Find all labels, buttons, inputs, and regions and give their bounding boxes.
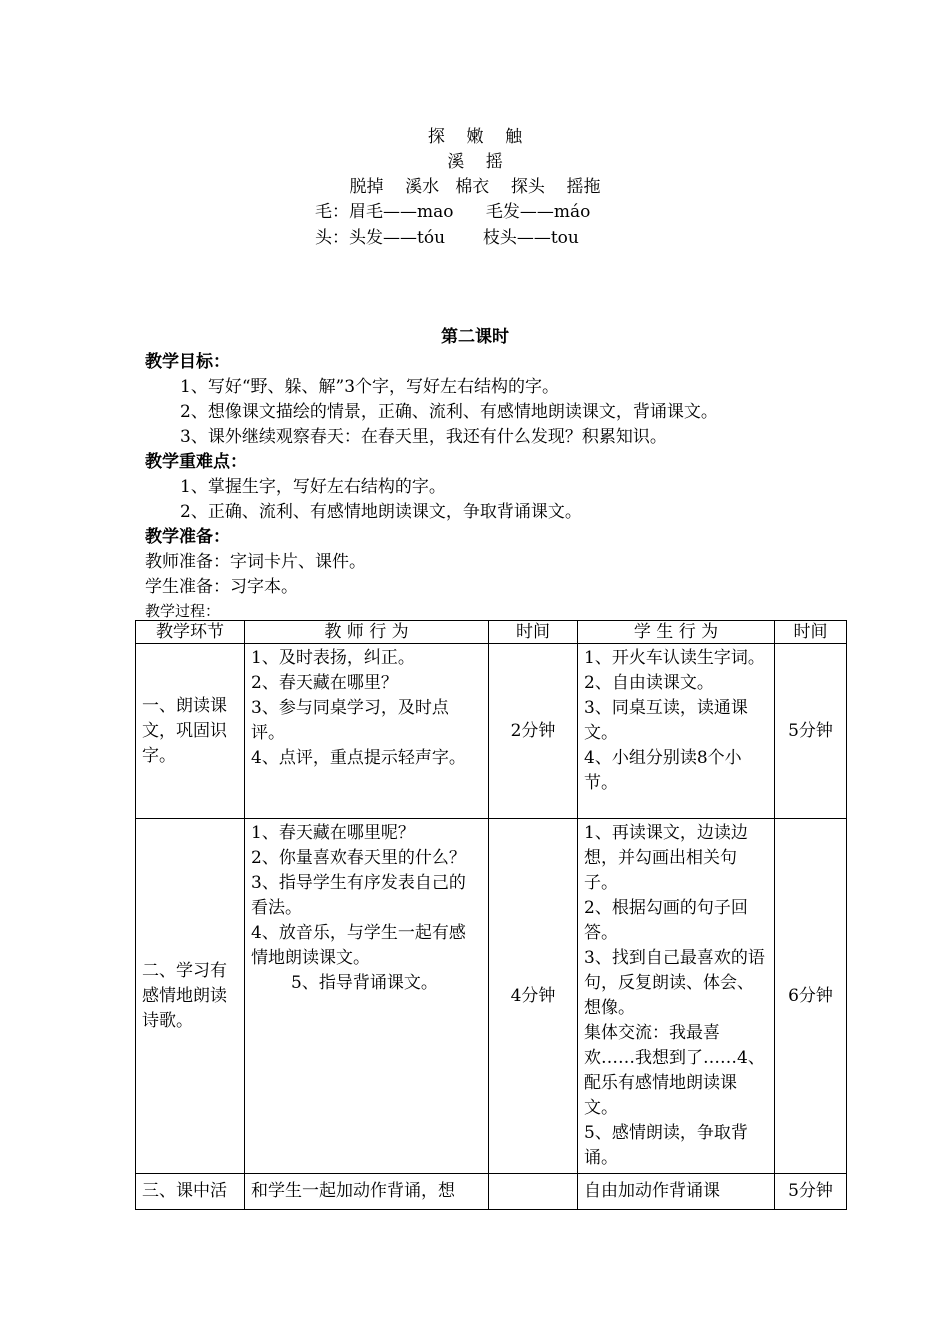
polyphone-tou: 头：头发——tóu 枝头——tou: [315, 228, 579, 248]
table-row: [136, 644, 847, 819]
teacher-time-cell: 2分钟: [489, 644, 578, 819]
goal-item: 3、课外继续观察春天：在春天里，我还有什么发现？积累知识。: [180, 427, 667, 447]
vocab-row-3: 脱掉 溪水 棉衣 探头 摇拖: [349, 177, 601, 197]
header-time: 时间: [489, 621, 578, 644]
teacher-action-cell: 1、及时表扬，纠正。 2、春天藏在哪里？ 3、参与同桌学习，及时点评。 4、点评，重点提示轻声字。: [245, 644, 489, 819]
goal-item: 2、想像课文描绘的情景，正确、流利、有感情地朗读课文，背诵课文。: [180, 402, 718, 422]
student-preparation: 学生准备：习字本。: [145, 577, 298, 597]
student-action-cell: 1、再读课文，边读边想，并勾画出相关句子。 2、根据勾画的句子回答。 3、找到自己最喜欢的语句，反复朗读、体会、想像。 集体交流：我最喜欢……我想到了……4、配乐有感情地朗读课文。 5、感情朗读，争取背诵。: [578, 819, 775, 1174]
stage-cell: 二、学习有感情地朗读诗歌。: [136, 819, 245, 1174]
student-action-cell: 自由加动作背诵课: [578, 1174, 775, 1210]
header-teacher-action: 教 师 行 为: [245, 621, 489, 644]
teacher-action-cell: 和学生一起加动作背诵，想: [245, 1174, 489, 1210]
key-point-item: 1、掌握生字，写好左右结构的字。: [180, 477, 446, 497]
teacher-time-cell: [489, 1174, 578, 1210]
key-point-item: 2、正确、流利、有感情地朗读课文，争取背诵课文。: [180, 502, 582, 522]
stage-cell: 三、课中活: [136, 1174, 245, 1210]
polyphone-mao: 毛：眉毛——mao 毛发——máo: [315, 202, 591, 222]
student-time-cell: 5分钟: [775, 644, 847, 819]
teacher-preparation: 教师准备：字词卡片、课件。: [145, 552, 366, 572]
teaching-process-table: [135, 620, 847, 1210]
vocab-row-2: 溪 摇: [447, 152, 503, 172]
table-header-row: [136, 621, 847, 644]
goals-heading: 教学目标：: [145, 352, 230, 372]
student-time-cell: 5分钟: [775, 1174, 847, 1210]
teacher-time-cell: 4分钟: [489, 819, 578, 1174]
process-label: 教学过程：: [145, 602, 221, 620]
preparation-heading: 教学准备：: [145, 527, 230, 547]
key-points-heading: 教学重难点：: [145, 452, 247, 472]
header-student-action: 学 生 行 为: [578, 621, 775, 644]
lesson-title: 第二课时: [441, 327, 509, 347]
header-stage: 教学环节: [136, 621, 245, 644]
goal-item: 1、写好“野、躲、解”3个字，写好左右结构的字。: [180, 377, 560, 397]
vocab-row-1: 探 嫩 触: [427, 127, 523, 147]
student-time-cell: 6分钟: [775, 819, 847, 1174]
student-action-cell: 1、开火车认读生字词。 2、自由读课文。 3、同桌互读，读通课文。 4、小组分别读8个小节。: [578, 644, 775, 819]
table-row: [136, 1174, 847, 1210]
teacher-action-cell: 1、春天藏在哪里呢？ 2、你量喜欢春天里的什么？ 3、指导学生有序发表自己的看法。 4、放音乐，与学生一起有感情地朗读课文。 5、指导背诵课文。: [245, 819, 489, 1174]
header-time: 时间: [775, 621, 847, 644]
table-row: [136, 819, 847, 1174]
stage-cell: 一、朗读课文，巩固识字。: [136, 644, 245, 819]
